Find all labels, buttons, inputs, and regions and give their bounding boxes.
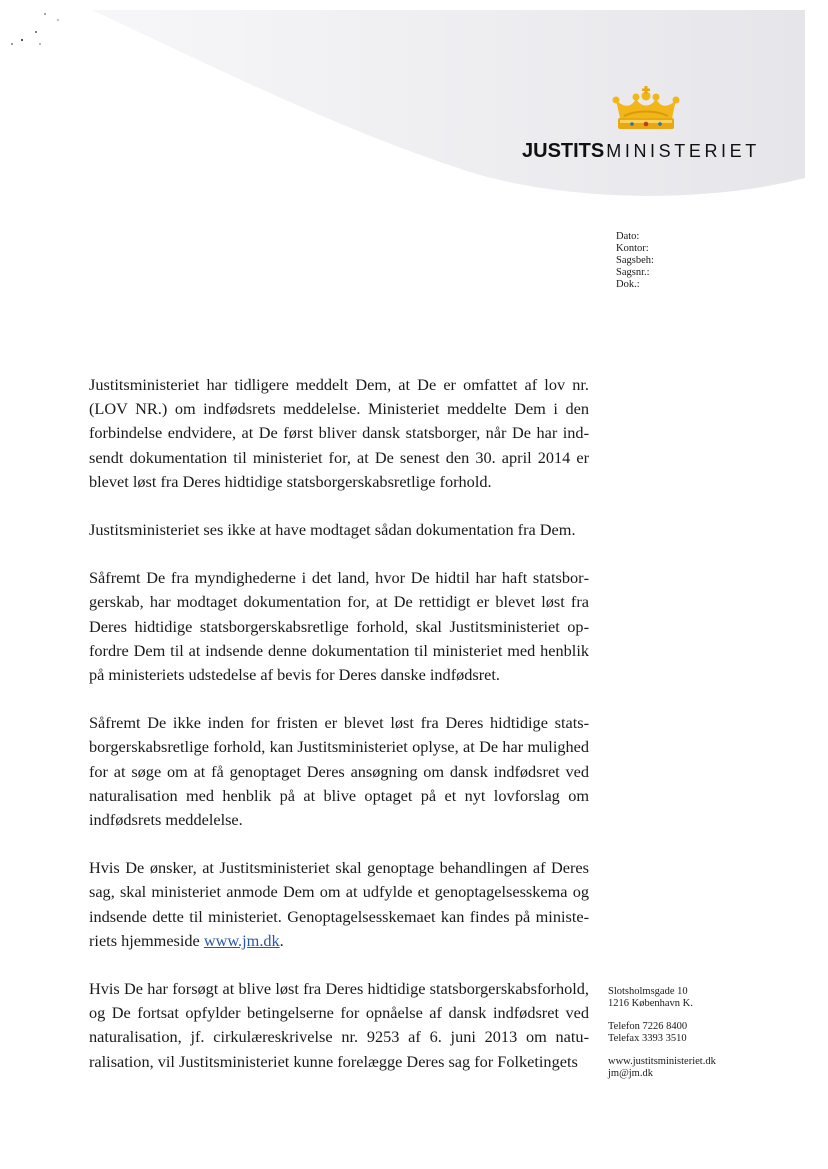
meta-label-office: Kontor: [616, 243, 649, 254]
case-meta-block [616, 231, 654, 291]
brand-name-part1: JUSTITS [522, 140, 605, 162]
paragraph-5 [89, 856, 589, 953]
paragraph-4: Såfremt De ikke inden for fristen er blevet løst fra Deres hidtidige statsborgerskabsretlige forhold, kan Justitsministeriet oplyse, at De har mulighed for at søge om at få genoptaget Deres ansøgning om dansk indfødsret ved naturalisation med henblik på at blive optaget på et nyt lovforslag om indfødsrets meddelelse. [89, 713, 589, 830]
meta-label-document: Dok.: [616, 279, 640, 290]
paragraph-6: Hvis De har forsøgt at blive løst fra Deres hidtidige statsborgerskabsforhold, og De fortsat opfylder betingelserne for opnåelse af dansk indfødsret ved naturalisation, jf. cirkulæreskrivelse nr. 9253 af 6. juni 2013 om naturalisation, vil Justitsministeriet kunne forelægge Deres sag for Folketingets [89, 979, 589, 1071]
letterhead-background [0, 0, 828, 230]
meta-label-handler: Sagsbeh: [616, 255, 654, 266]
website-link[interactable]: www.jm.dk [203, 930, 280, 950]
fax-number: Telefax 3393 3510 [608, 1033, 687, 1044]
paragraph-5-end: . [279, 930, 284, 950]
contact-block [608, 986, 716, 1080]
brand-name-part2: MINISTERIET [606, 141, 760, 161]
meta-label-case-number: Sagsnr.: [616, 267, 650, 278]
meta-label-date: Dato: [616, 231, 640, 242]
website-address[interactable]: www.justitsministeriet.dk [608, 1056, 716, 1067]
letterhead-curve [92, 10, 805, 196]
address-line-1: Slotsholmsgade 10 [608, 986, 688, 997]
letter-body [89, 373, 589, 1098]
phone-number: Telefon 7226 8400 [608, 1021, 688, 1032]
paragraph-5-text: Hvis De ønsker, at Justitsministeriet skal genoptage behandlingen af Deres sag, skal ministeriet anmode Dem om at udfylde et genoptagelsesskema og indsende dette til ministeriet. Genoptagelsesskemaet kan findes på ministeriets hjemmeside [89, 858, 589, 950]
email-address[interactable]: jm@jm.dk [608, 1068, 653, 1079]
scan-artifact [0, 0, 80, 60]
paragraph-3: Såfremt De fra myndighederne i det land, hvor De hidtil har haft statsborgerskab, har modtaget dokumentation for, at De rettidigt er blevet løst fra Deres hidtidige statsborgerskabsretlige forhold, skal Justitsministeriet opfordre Dem til at indsende denne dokumentation til ministeriet med henblik på ministeriets udstedelse af bevis for Deres danske indfødsret. [89, 568, 589, 685]
address-line-2: 1216 København K. [608, 998, 693, 1009]
paragraph-2: Justitsministeriet ses ikke at have modtaget sådan dokumentation fra Dem. [89, 520, 576, 540]
paragraph-1: Justitsministeriet har tidligere meddelt Dem, at De er omfattet af lov nr. (LOV NR.) om indfødsrets meddelelse. Ministeriet meddelte Dem i den forbindelse endvidere, at De først bliver dansk statsborger, når De har indsendt dokumentation til ministeriet for, at De senest den 30. april 2014 er blevet løst fra Deres hidtidige statsborgerskabsretlige forhold. [89, 375, 589, 491]
brand-logo [522, 140, 760, 163]
